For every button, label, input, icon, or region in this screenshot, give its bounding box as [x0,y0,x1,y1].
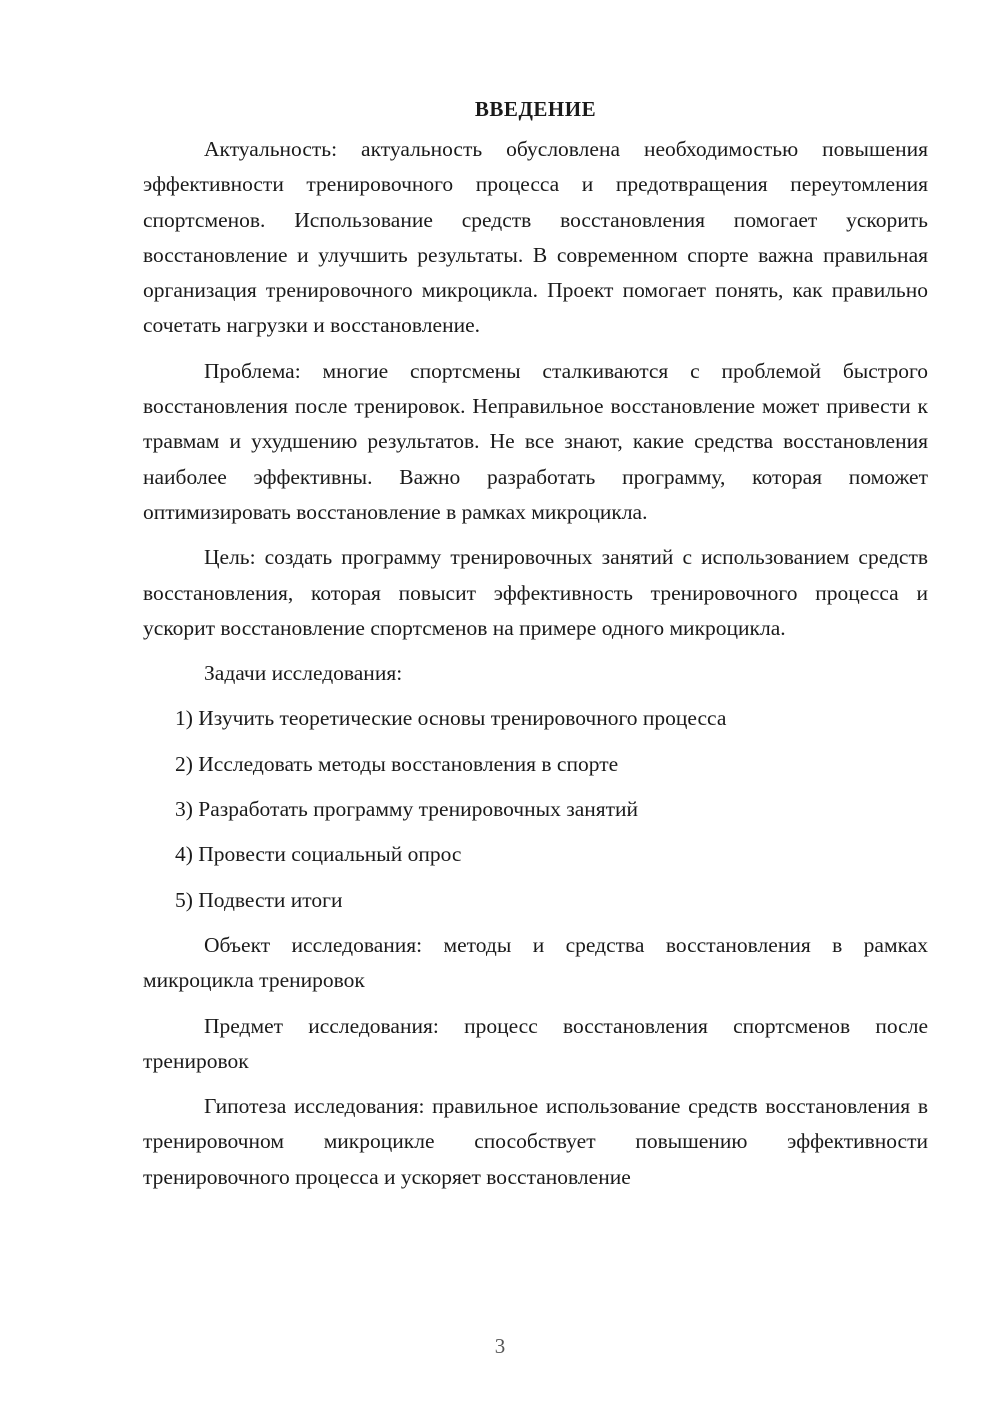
list-item: 1) Изучить теоретические основы тренировочного процесса [175,706,727,731]
relevance-paragraph: Актуальность: актуальность обусловлена необходимостью повышения эффективности тренировочного процесса и предотвращения переутомления спортсменов. Использование средств восстановления помогает ускорить восстановление и улучшить результаты. В современном спорте важна правильная организация тренировочного микроцикла. Проект помогает понять, как правильно сочетать нагрузки и восстановление. [143,137,928,338]
hypothesis-paragraph: Гипотеза исследования: правильное использование средств восстановления в тренировочном микроцикле способствует повышению эффективности тренировочного процесса и ускоряет восстановление [143,1094,928,1189]
page-content [143,94,928,1205]
subject-paragraph: Предмет исследования: процесс восстановления спортсменов после тренировок [143,1013,928,1073]
goal-paragraph: Цель: создать программу тренировочных занятий с использованием средств восстановления, которая повысит эффективность тренировочного процесса и ускорит восстановление спортсменов на примере одного микроцикла. [143,545,928,640]
problem-paragraph: Проблема: многие спортсмены сталкиваются с проблемой быстрого восстановления после тренировок. Неправильное восстановление может привести к травмам и ухудшению результатов. Не все знают, какие средства восстановления наиболее эффективны. Важно разработать программу, которая поможет оптимизировать восстановление в рамках микроцикла. [143,358,928,524]
section-title: ВВЕДЕНИЕ [474,97,597,121]
object-paragraph: Объект исследования: методы и средства восстановления в рамках микроцикла тренировок [143,932,928,993]
list-item: 2) Исследовать методы восстановления в спорте [175,751,619,776]
list-item: 5) Подвести итоги [175,887,343,912]
tasks-list [143,701,928,917]
list-item: 3) Разработать программу тренировочных занятий [175,797,639,822]
list-item: 4) Провести социальный опрос [175,842,462,867]
page-number: 3 [494,1334,506,1358]
tasks-label: Задачи исследования: [204,661,403,686]
